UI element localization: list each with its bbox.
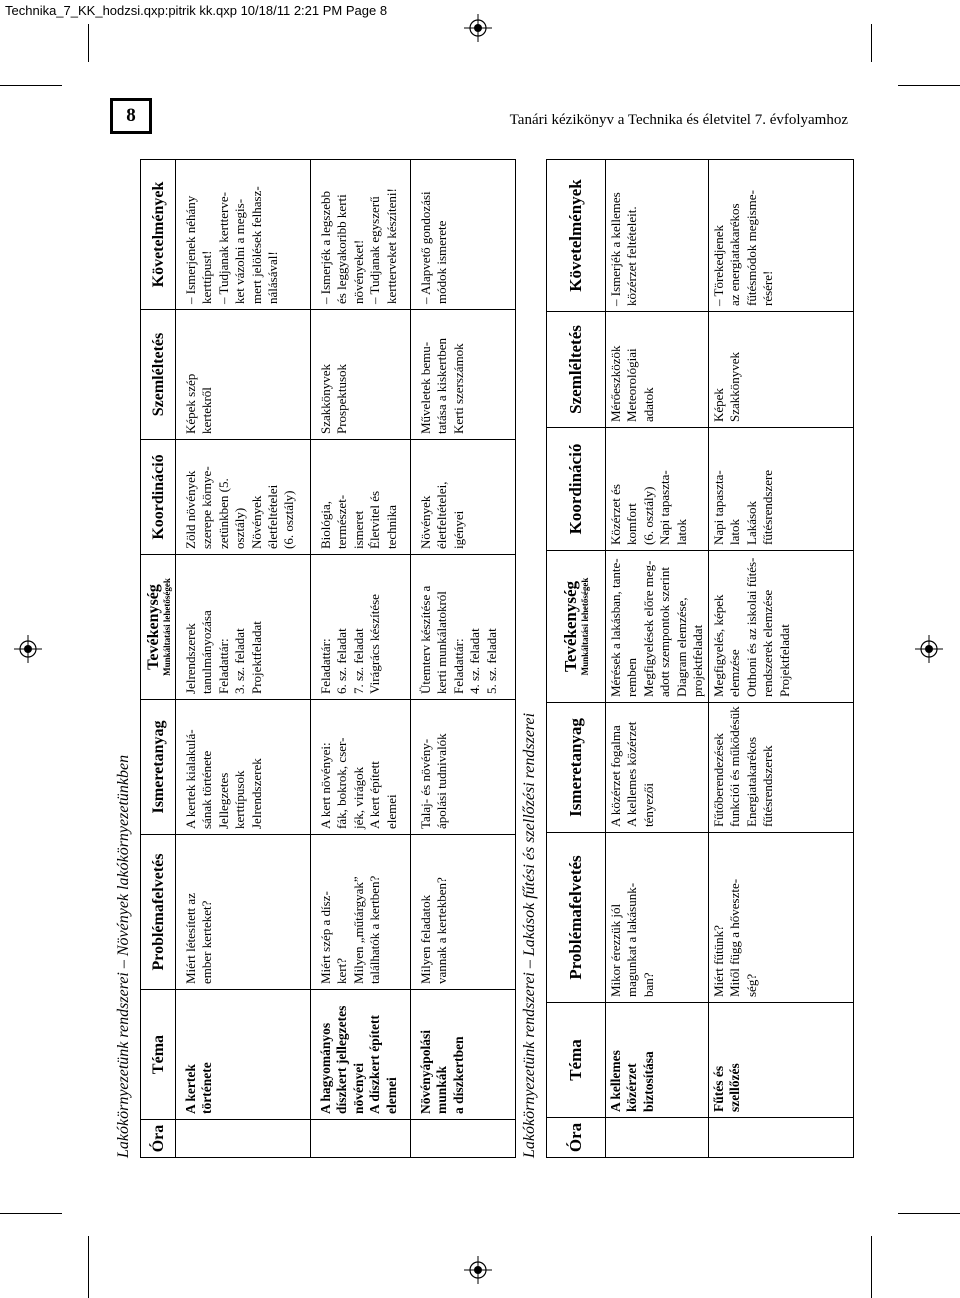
- column-header-szemleltetes: [547, 312, 606, 428]
- cell-line: elemei: [383, 794, 399, 829]
- cell-line: funkciói és működésük: [727, 706, 743, 827]
- registration-mark-icon: [914, 634, 944, 664]
- lesson-table: [546, 159, 854, 1158]
- cell-line: az energiatakarékos: [727, 203, 743, 306]
- cell-line: – Törekedjenek: [711, 225, 726, 306]
- column-header-sublabel: Munkáltatási lehetőségek: [580, 577, 590, 676]
- section-title: Lakókörnyezetünk rendszerei – Lakások fűtési és szellőzési rendszerei: [521, 712, 538, 1158]
- cell-line: Mikor érezzük jól: [608, 903, 623, 997]
- cell-line: Növények: [248, 495, 264, 549]
- cell-koordinacio: [606, 428, 709, 551]
- cell-line: Ütemterv készítése a: [418, 585, 433, 694]
- cell-line: A kellemes közérzet: [624, 721, 640, 827]
- cell-tema: [606, 1003, 709, 1118]
- cell-line: közérzet feltételeit.: [624, 206, 640, 306]
- cell-line: és leggyakoribb kerti: [334, 194, 350, 304]
- cell-tema: [411, 990, 516, 1120]
- cell-line: találhatók a kertben?: [367, 875, 383, 984]
- cell-line: kertekről: [199, 387, 215, 434]
- column-header-szemleltetes: [141, 310, 176, 440]
- cell-kovetelmenyek: [709, 160, 854, 312]
- column-header-label: Követelmények: [149, 181, 167, 288]
- cell-line: növényeket!: [350, 239, 366, 304]
- cell-szemleltetes: [176, 310, 311, 440]
- cell-line: 7. sz. feladat: [350, 628, 366, 694]
- cell-line: 6. sz. feladat: [334, 628, 350, 694]
- cell-line: Szakkönyvek: [727, 351, 743, 422]
- cell-line: tatása a kiskertben: [434, 337, 450, 434]
- cell-line: díszkert jellegzetes: [334, 1005, 350, 1114]
- column-header-label: Ismeretanyag: [149, 720, 167, 814]
- cell-line: résére!: [760, 270, 776, 306]
- running-header: Tanári kézikönyv a Technika és életvitel 7. évfolyamhoz: [509, 112, 848, 128]
- cell-line: nálásával!: [265, 251, 281, 304]
- cell-line: Jellegzetes: [215, 772, 231, 829]
- column-header-label: Koordináció: [566, 443, 585, 535]
- cell-kovetelmenyek: [176, 160, 311, 310]
- cell-ismeretanyag: [411, 700, 516, 835]
- table-row: [709, 160, 854, 1158]
- cell-tevekenyseg: [709, 551, 854, 703]
- column-header-ora: [141, 1120, 176, 1158]
- crop-mark: [898, 1213, 960, 1214]
- table-row: [606, 160, 709, 1158]
- column-header-label: Problémafelvetés: [566, 855, 585, 980]
- column-header-label: Téma: [149, 1034, 167, 1075]
- column-header-label: Koordináció: [149, 454, 167, 540]
- cell-problemafelvetes: [709, 833, 854, 1003]
- column-header-tema: [141, 990, 176, 1120]
- cell-line: Napi tapaszta-: [657, 470, 673, 545]
- column-header-label: Ismeretanyag: [566, 718, 585, 817]
- cell-line: Talaj- és növény-: [418, 738, 433, 829]
- cell-line: életfeltételei,: [434, 481, 450, 549]
- cell-line: Szakkönyvek: [318, 363, 333, 434]
- column-header-ismeretanyag: [547, 703, 606, 833]
- crop-mark: [88, 1236, 89, 1298]
- cell-line: ápolási tudnivalók: [434, 733, 450, 829]
- cell-line: Virágrács készítése: [367, 594, 383, 694]
- cell-line: Energiatakarékos: [743, 737, 759, 827]
- cell-line: Feladattár:: [450, 638, 466, 694]
- column-header-tevekenyseg: [547, 551, 606, 703]
- cell-line: Milyen „műtárgyak”: [350, 876, 366, 984]
- cell-problemafelvetes: [311, 835, 411, 990]
- cell-tevekenyseg: [606, 551, 709, 703]
- cell-line: ket vázolni a megis-: [232, 198, 248, 304]
- column-header-ismeretanyag: [141, 700, 176, 835]
- cell-line: Képek szép: [183, 373, 198, 434]
- cell-ora: [411, 1120, 516, 1158]
- cell-line: kerti munkálatokról: [434, 591, 450, 694]
- cell-problemafelvetes: [411, 835, 516, 990]
- column-header-label: Problémafelvetés: [149, 853, 167, 971]
- cell-line: igényei: [450, 510, 466, 549]
- cell-koordinacio: [709, 428, 854, 551]
- cell-line: (6. osztály): [640, 486, 656, 545]
- cell-line: Miért szép a dísz-: [318, 891, 333, 984]
- cell-szemleltetes: [606, 312, 709, 428]
- header-row: [141, 160, 176, 1158]
- cell-line: Mérések a lakásban, tante-: [608, 558, 623, 697]
- cell-tevekenyseg: [411, 555, 516, 700]
- cell-line: Képek: [711, 388, 726, 422]
- cell-line: Jelrendszerek: [248, 758, 264, 829]
- cell-line: – Ismerjék a kellemes: [608, 192, 623, 306]
- cell-line: fűtésrendszerek: [760, 745, 776, 827]
- cell-ismeretanyag: [311, 700, 411, 835]
- cell-ora: [709, 1118, 854, 1158]
- cell-line: szerepe környe-: [199, 466, 215, 549]
- page-number-box: 8: [110, 98, 152, 134]
- cell-line: – Ismerjenek néhány: [183, 195, 198, 304]
- cell-koordinacio: [311, 440, 411, 555]
- cell-line: Műveletek bemu-: [418, 341, 433, 434]
- column-header-label: Óra: [566, 1122, 585, 1153]
- cell-line: Jelrendszerek: [183, 623, 198, 694]
- column-header-sublabel: Munkáltatási lehetőségek: [161, 578, 172, 676]
- cell-koordinacio: [411, 440, 516, 555]
- cell-ora: [176, 1120, 311, 1158]
- section-title: Lakókörnyezetünk rendszerei – Növények lakókörnyezetünkben: [115, 754, 132, 1158]
- cell-line: Fűtés és: [711, 1065, 726, 1112]
- cell-line: A kellemes: [608, 1050, 623, 1112]
- cell-line: Feladattár:: [318, 638, 333, 694]
- column-header-problemafelvetes: [547, 833, 606, 1003]
- cell-line: latok: [673, 519, 689, 545]
- cell-line: latok: [727, 519, 743, 545]
- cell-line: – Tudjanak kertterve-: [215, 192, 231, 304]
- cell-line: Biológia,: [318, 500, 333, 549]
- cell-line: közérzet: [624, 1063, 640, 1112]
- rotated-content: [108, 160, 856, 1160]
- cell-line: jék, virágok: [350, 766, 366, 829]
- cell-line: (6. osztály): [281, 490, 297, 549]
- cell-line: kerttípust!: [199, 250, 215, 304]
- cell-line: tényezői: [640, 782, 656, 827]
- column-header-kovetelmenyek: [547, 160, 606, 312]
- cell-line: – Tudjanak egyszerű: [367, 196, 383, 304]
- cell-kovetelmenyek: [411, 160, 516, 310]
- cell-line: Növények: [418, 495, 433, 549]
- cell-line: 4. sz. feladat: [467, 628, 483, 694]
- cell-line: ember kerteket?: [199, 900, 215, 984]
- cell-line: Lakások: [743, 500, 759, 545]
- cell-line: komfort: [624, 503, 640, 545]
- lesson-table: [140, 159, 516, 1158]
- cell-line: mert jelölések felhasz-: [248, 186, 264, 304]
- file-header-text: Technika_7_KK_hodzsi.qxp:pitrik kk.qxp 10/18/11 2:21 PM Page 8: [5, 3, 388, 18]
- cell-line: – Alapvető gondozási: [418, 191, 433, 304]
- column-header-koordinacio: [141, 440, 176, 555]
- crop-mark: [871, 24, 872, 62]
- cell-line: Közérzet és: [608, 484, 623, 545]
- cell-tevekenyseg: [176, 555, 311, 700]
- header-row: [547, 160, 606, 1158]
- cell-line: A kert növényei:: [318, 742, 333, 829]
- cell-line: Miért fűtünk?: [711, 925, 726, 997]
- cell-line: ismeret: [350, 510, 366, 549]
- cell-kovetelmenyek: [311, 160, 411, 310]
- cell-line: Milyen feladatok: [418, 894, 433, 984]
- crop-mark: [898, 85, 960, 86]
- cell-line: zetünkben (5.: [215, 478, 231, 549]
- table-row: [311, 160, 411, 1158]
- crop-mark: [0, 1213, 62, 1214]
- cell-line: A hagyományos: [318, 1022, 333, 1114]
- cell-tema: [709, 1003, 854, 1118]
- cell-line: Mérőeszközök: [608, 345, 623, 422]
- cell-line: a díszkertben: [450, 1036, 466, 1114]
- cell-line: növényei: [350, 1062, 366, 1114]
- cell-line: Növényápolási: [418, 1029, 433, 1114]
- cell-line: munkák: [434, 1065, 450, 1114]
- cell-line: Meteorológiai: [624, 348, 640, 422]
- column-header-label: Követelmények: [566, 179, 585, 292]
- column-header-ora: [547, 1118, 606, 1158]
- column-header-tema: [547, 1003, 606, 1118]
- cell-line: Prospektusok: [334, 363, 350, 434]
- column-header-label: Szemléltetés: [149, 332, 167, 417]
- cell-line: életfeltételei: [265, 484, 281, 549]
- cell-ismeretanyag: [606, 703, 709, 833]
- cell-line: Kerti szerszámok: [450, 343, 466, 434]
- cell-line: tanulmányozása: [199, 610, 215, 694]
- column-header-label: Téma: [566, 1039, 585, 1081]
- cell-line: A díszkert épített: [367, 1015, 383, 1114]
- table-row: [411, 160, 516, 1158]
- cell-line: magunkat a lakásunk-: [624, 882, 640, 997]
- cell-line: Életvitel és: [367, 490, 383, 549]
- cell-line: A kert épített: [367, 761, 383, 829]
- cell-ora: [606, 1118, 709, 1158]
- crop-mark: [871, 1236, 872, 1298]
- cell-line: kertterveket készíteni!: [383, 188, 399, 304]
- cell-line: vannak a kertekben?: [434, 877, 450, 984]
- cell-line: projektfeladat: [690, 624, 706, 697]
- column-header-tevekenyseg: [141, 555, 176, 700]
- cell-line: ség?: [743, 973, 759, 997]
- cell-line: adatok: [640, 387, 656, 422]
- cell-line: fűtésrendszere: [760, 469, 776, 545]
- cell-problemafelvetes: [176, 835, 311, 990]
- cell-line: adott szempontok szerint: [657, 567, 673, 697]
- cell-szemleltetes: [311, 310, 411, 440]
- cell-line: A közérzet fogalma: [608, 725, 623, 827]
- cell-tema: [311, 990, 411, 1120]
- cell-ora: [311, 1120, 411, 1158]
- column-header-koordinacio: [547, 428, 606, 551]
- column-header-label: Óra: [149, 1124, 167, 1153]
- cell-line: kerttípusok: [232, 770, 248, 829]
- cell-line: kert?: [334, 958, 350, 984]
- cell-szemleltetes: [411, 310, 516, 440]
- cell-line: elemei: [383, 1077, 399, 1114]
- registration-mark-icon: [463, 1255, 493, 1285]
- cell-line: Napi tapaszta-: [711, 470, 726, 545]
- cell-line: technika: [383, 504, 399, 549]
- cell-problemafelvetes: [606, 833, 709, 1003]
- cell-line: Zöld növények: [183, 470, 198, 549]
- column-header-label: Tevékenység: [144, 584, 162, 670]
- cell-ismeretanyag: [176, 700, 311, 835]
- cell-kovetelmenyek: [606, 160, 709, 312]
- cell-line: szellőzés: [727, 1063, 743, 1112]
- crop-mark: [88, 24, 89, 62]
- cell-line: A kertek: [183, 1064, 198, 1114]
- cell-line: módok ismerete: [434, 220, 450, 304]
- cell-line: fűtésmódok megisme-: [743, 190, 759, 306]
- cell-line: rendszerek elemzése: [760, 589, 776, 697]
- cell-line: sának története: [199, 750, 215, 829]
- cell-szemleltetes: [709, 312, 854, 428]
- cell-ismeretanyag: [709, 703, 854, 833]
- cell-tevekenyseg: [311, 555, 411, 700]
- cell-line: Mitől függ a hőveszte-: [727, 878, 743, 997]
- registration-mark-icon: [13, 634, 43, 664]
- cell-tema: [176, 990, 311, 1120]
- cell-line: Projektfeladat: [248, 621, 264, 694]
- cell-line: biztosítása: [640, 1051, 656, 1112]
- cell-line: remben: [624, 658, 640, 697]
- cell-line: fák, bokrok, cser-: [334, 737, 350, 829]
- column-header-label: Szemléltetés: [566, 325, 585, 414]
- cell-line: Diagram elemzése,: [673, 597, 689, 697]
- cell-line: Megfigyelés, képek: [711, 594, 726, 697]
- table-row: [176, 160, 311, 1158]
- cell-koordinacio: [176, 440, 311, 555]
- cell-line: története: [199, 1062, 215, 1114]
- registration-mark-icon: [463, 13, 493, 43]
- cell-line: 3. sz. feladat: [232, 628, 248, 694]
- column-header-kovetelmenyek: [141, 160, 176, 310]
- crop-mark: [0, 85, 62, 86]
- cell-line: Projektfeladat: [776, 624, 792, 697]
- cell-line: osztály): [232, 507, 248, 549]
- cell-line: Megfigyelések előre meg-: [640, 560, 656, 697]
- cell-line: természet-: [334, 494, 350, 549]
- cell-line: elemzése: [727, 649, 743, 697]
- cell-line: Fűtőberendezések: [711, 733, 726, 827]
- cell-line: – Ismerjék a legszebb: [318, 191, 333, 304]
- cell-line: ban?: [640, 972, 656, 997]
- cell-line: Otthoni és az iskolai fűtés-: [743, 557, 759, 697]
- column-header-problemafelvetes: [141, 835, 176, 990]
- cell-line: Miért létesített az: [183, 893, 198, 984]
- cell-line: 5. sz. feladat: [483, 628, 499, 694]
- column-header-label: Tevékenység: [561, 581, 580, 672]
- cell-line: Feladattár:: [215, 638, 231, 694]
- cell-line: A kertek kialakulá-: [183, 729, 198, 829]
